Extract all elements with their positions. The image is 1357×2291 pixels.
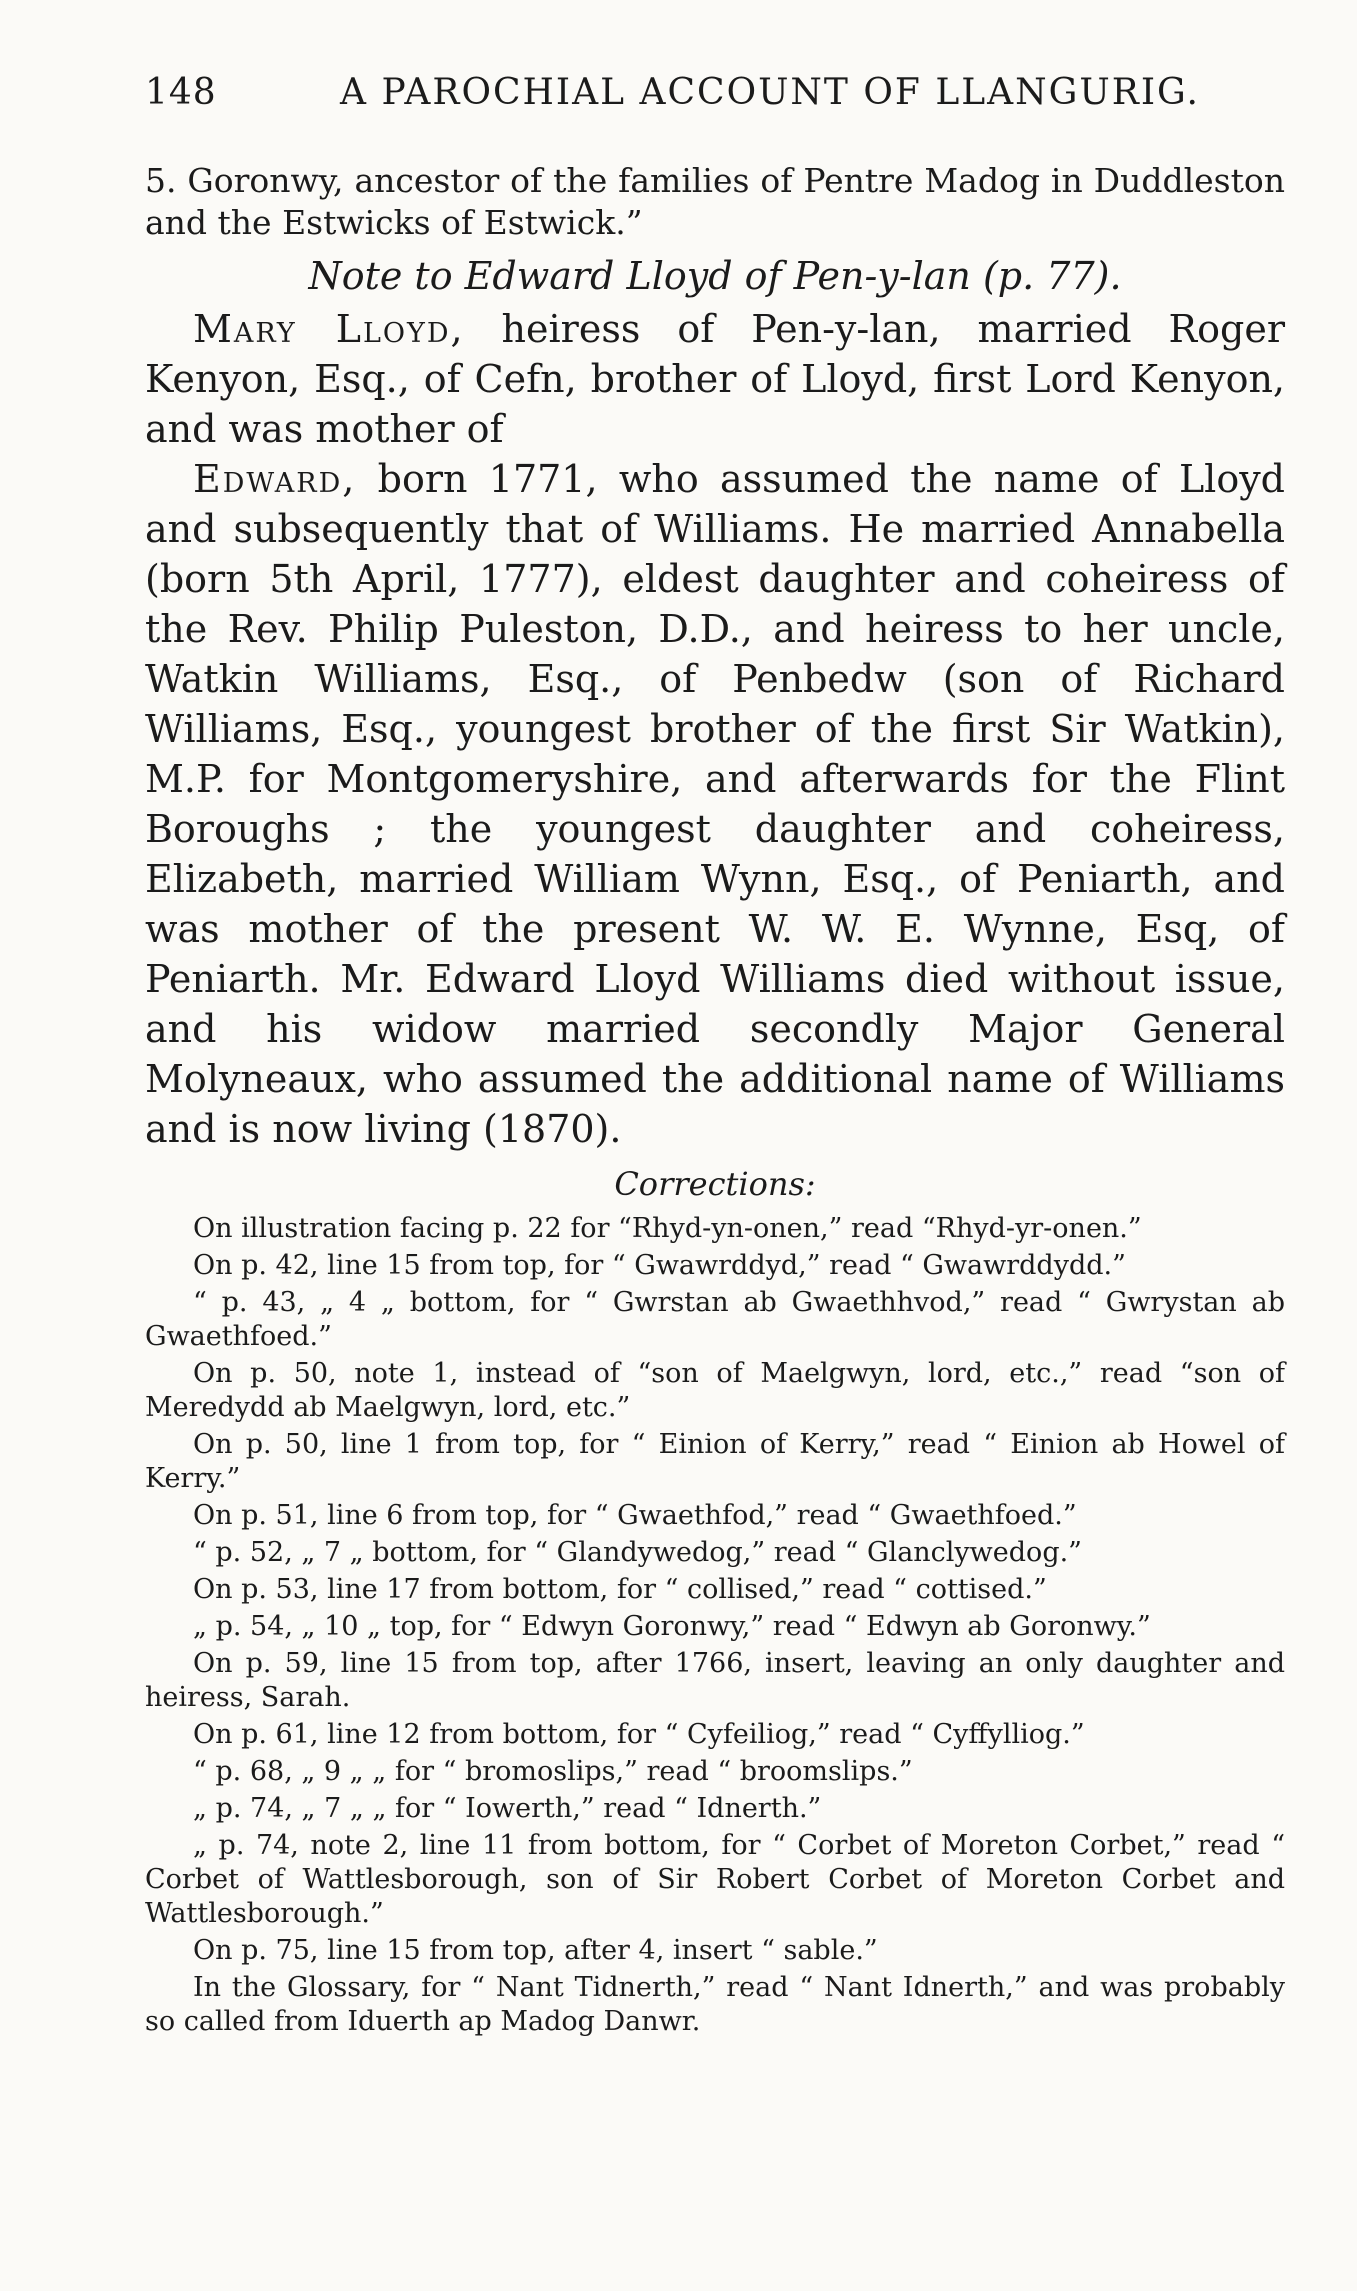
- running-title: A PAROCHIAL ACCOUNT OF LLANGURIG.: [340, 72, 1200, 113]
- correction-item: On p. 50, line 1 from top, for “ Einion of Kerry,” read “ Einion ab Howel of Kerry.”: [145, 1429, 1285, 1494]
- correction-item: On illustration facing p. 22 for “Rhyd-yn-onen,” read “Rhyd-yr-onen.”: [193, 1213, 1142, 1244]
- paragraph-edward: [145, 454, 1285, 1154]
- correction-item: On p. 51, line 6 from top, for “ Gwaethfod,” read “ Gwaethfoed.”: [193, 1500, 1077, 1531]
- correction-item: On p. 53, line 17 from bottom, for “ collised,” read “ cottised.”: [193, 1574, 1047, 1605]
- person-name: Mary Lloyd,: [193, 307, 465, 351]
- page-number: 148: [145, 72, 217, 113]
- genealogy-entry: 5. Goronwy, ancestor of the families of Pentre Madog in Duddleston and the Estwicks of Estwick.”: [145, 161, 1285, 242]
- correction-item: “ p. 68, „ 9 „ „ for “ bromoslips,” read “ broomslips.”: [193, 1756, 913, 1787]
- page-header: [145, 72, 1285, 122]
- paragraph-text: heiress of Pen-y-lan, married Roger Kenyon, Esq., of Cefn, brother of Lloyd, first Lord Kenyon, and was mother of: [145, 307, 1285, 451]
- correction-item: On p. 42, line 15 from top, for “ Gwawrddyd,” read “ Gwawrddydd.”: [193, 1250, 1126, 1281]
- correction-item: „ p. 74, note 2, line 11 from bottom, for “ Corbet of Moreton Corbet,” read “ Corbet of Wattlesborough, son of Sir Robert Corbet of Moreton Corbet and Wattlesborough.”: [145, 1830, 1285, 1929]
- correction-item: “ p. 52, „ 7 „ bottom, for “ Glandywedog,” read “ Glanclywedog.”: [193, 1537, 1082, 1568]
- corrections-list: [145, 1212, 1285, 2039]
- correction-item: „ p. 74, „ 7 „ „ for “ Iowerth,” read “ Idnerth.”: [193, 1793, 822, 1824]
- paragraph-text: born 1771, who assumed the name of Lloyd and subsequently that of Williams. He married Annabella (born 5th April, 1777), eldest daughter and coheiress of the Rev. Philip Puleston, D.D., and heiress to her uncle, Watkin Williams, Esq., of Penbedw (son of Richard Williams, Esq., youngest brother of the first Sir Watkin), M.P. for Montgomeryshire, and afterwards for the Flint Boroughs ; the youngest daughter and coheiress, Elizabeth, married William Wynn, Esq., of Peniarth, and was mother of the present W. W. E. Wynne, Esq, of Peniarth. Mr. Edward Lloyd Williams died without issue, and his widow married secondly Major General Molyneaux, who assumed the additional name of Williams and is now living (1870).: [145, 457, 1285, 1151]
- correction-item: On p. 75, line 15 from top, after 4, insert “ sable.”: [193, 1935, 878, 1966]
- page-body: [145, 160, 1285, 2042]
- corrections-heading: Corrections:: [614, 1165, 816, 1203]
- person-name: Edward,: [193, 457, 357, 501]
- paragraph-mary-lloyd: [145, 304, 1285, 454]
- note-heading: Note to Edward Lloyd of Pen-y-lan (p. 77).: [308, 254, 1122, 298]
- correction-item: „ p. 54, „ 10 „ top, for “ Edwyn Goronwy,” read “ Edwyn ab Goronwy.”: [193, 1611, 1151, 1642]
- correction-item: On p. 50, note 1, instead of “son of Maelgwyn, lord, etc.,” read “son of Meredydd ab Maelgwyn, lord, etc.”: [145, 1358, 1285, 1423]
- correction-item: “ p. 43, „ 4 „ bottom, for “ Gwrstan ab Gwaethhvod,” read “ Gwrystan ab Gwaethfoed.”: [145, 1287, 1285, 1352]
- correction-item: In the Glossary, for “ Nant Tidnerth,” read “ Nant Idnerth,” and was probably so called from Iduerth ap Madog Danwr.: [145, 1972, 1285, 2037]
- correction-item: On p. 61, line 12 from bottom, for “ Cyfeiliog,” read “ Cyffylliog.”: [193, 1719, 1085, 1750]
- correction-item: On p. 59, line 15 from top, after 1766, insert, leaving an only daughter and heiress, Sarah.: [145, 1648, 1285, 1713]
